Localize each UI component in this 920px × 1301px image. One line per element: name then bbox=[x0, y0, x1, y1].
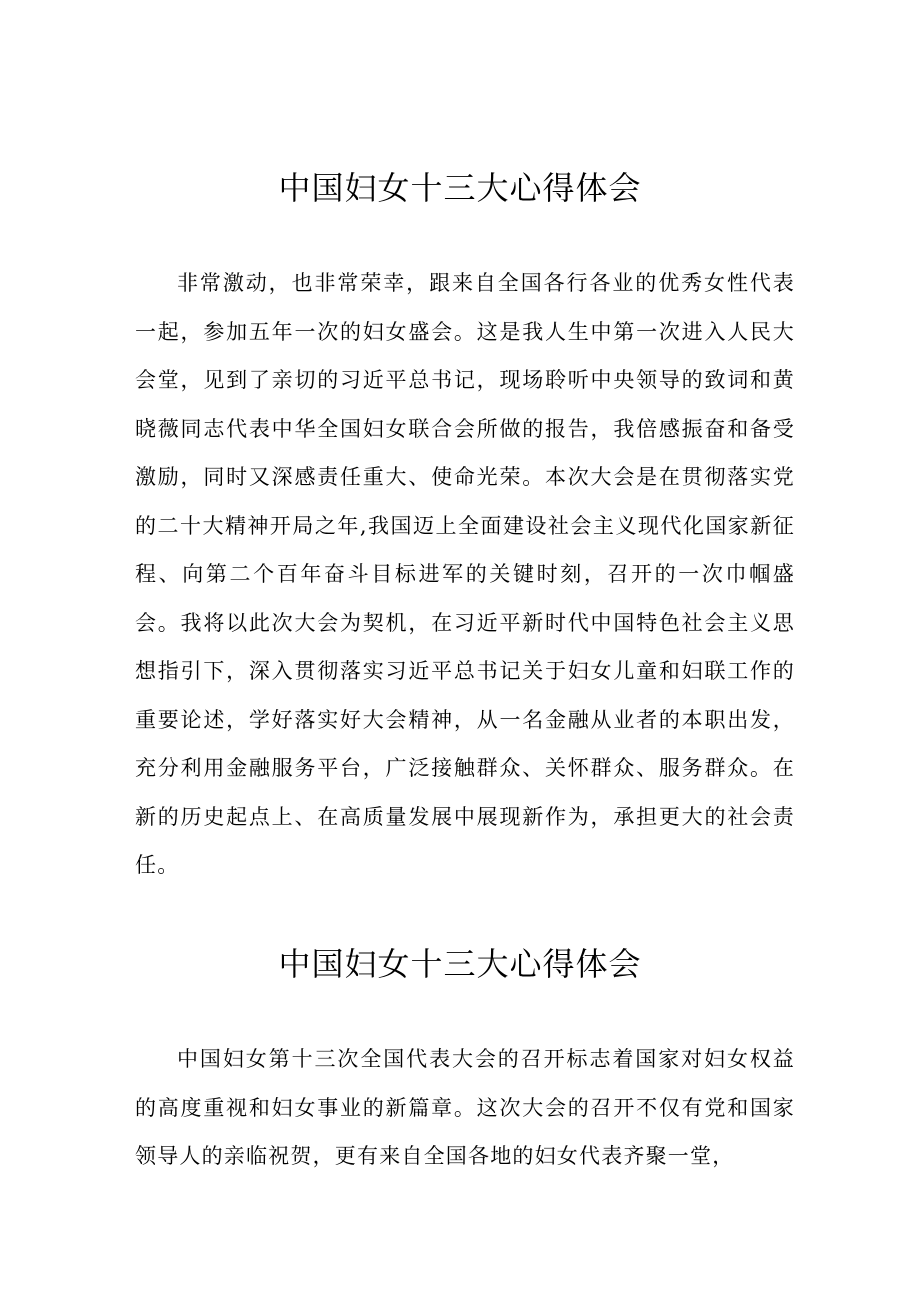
section-title-1: 中国妇女十三大心得体会 bbox=[278, 169, 642, 207]
section-title-2: 中国妇女十三大心得体会 bbox=[278, 945, 642, 983]
body-paragraph-1: 非常激动，也非常荣幸，跟来自全国各行各业的优秀女性代表一起，参加五年一次的妇女盛会。这是我人生中第一次进入人民大会堂，见到了亲切的习近平总书记，现场聆听中央领导的致词和黄晓薇同志代表中华全国妇女联合会所做的报告，我倍感振奋和备受激励，同时又深感责任重大、使命光荣。本次大会是在贯彻落实党的二十大精神开局之年,我国迈上全面建设社会主义现代化国家新征程、向第二个百年奋斗目标进军的关键时刻，召开的一次巾帼盛会。我将以此次大会为契机，在习近平新时代中国特色社会主义思想指引下，深入贯彻落实习近平总书记关于妇女儿童和妇联工作的重要论述，学好落实好大会精神，从一名金融从业者的本职出发，充分利用金融服务平台，广泛接触群众、关怀群众、服务群众。在新的历史起点上、在高质量发展中展现新作为，承担更大的社会责任。 bbox=[135, 271, 795, 877]
body-paragraph-2: 中国妇女第十三次全国代表大会的召开标志着国家对妇女权益的高度重视和妇女事业的新篇章。这次大会的召开不仅有党和国家领导人的亲临祝贺，更有来自全国各地的妇女代表齐聚一堂， bbox=[135, 1047, 795, 1168]
